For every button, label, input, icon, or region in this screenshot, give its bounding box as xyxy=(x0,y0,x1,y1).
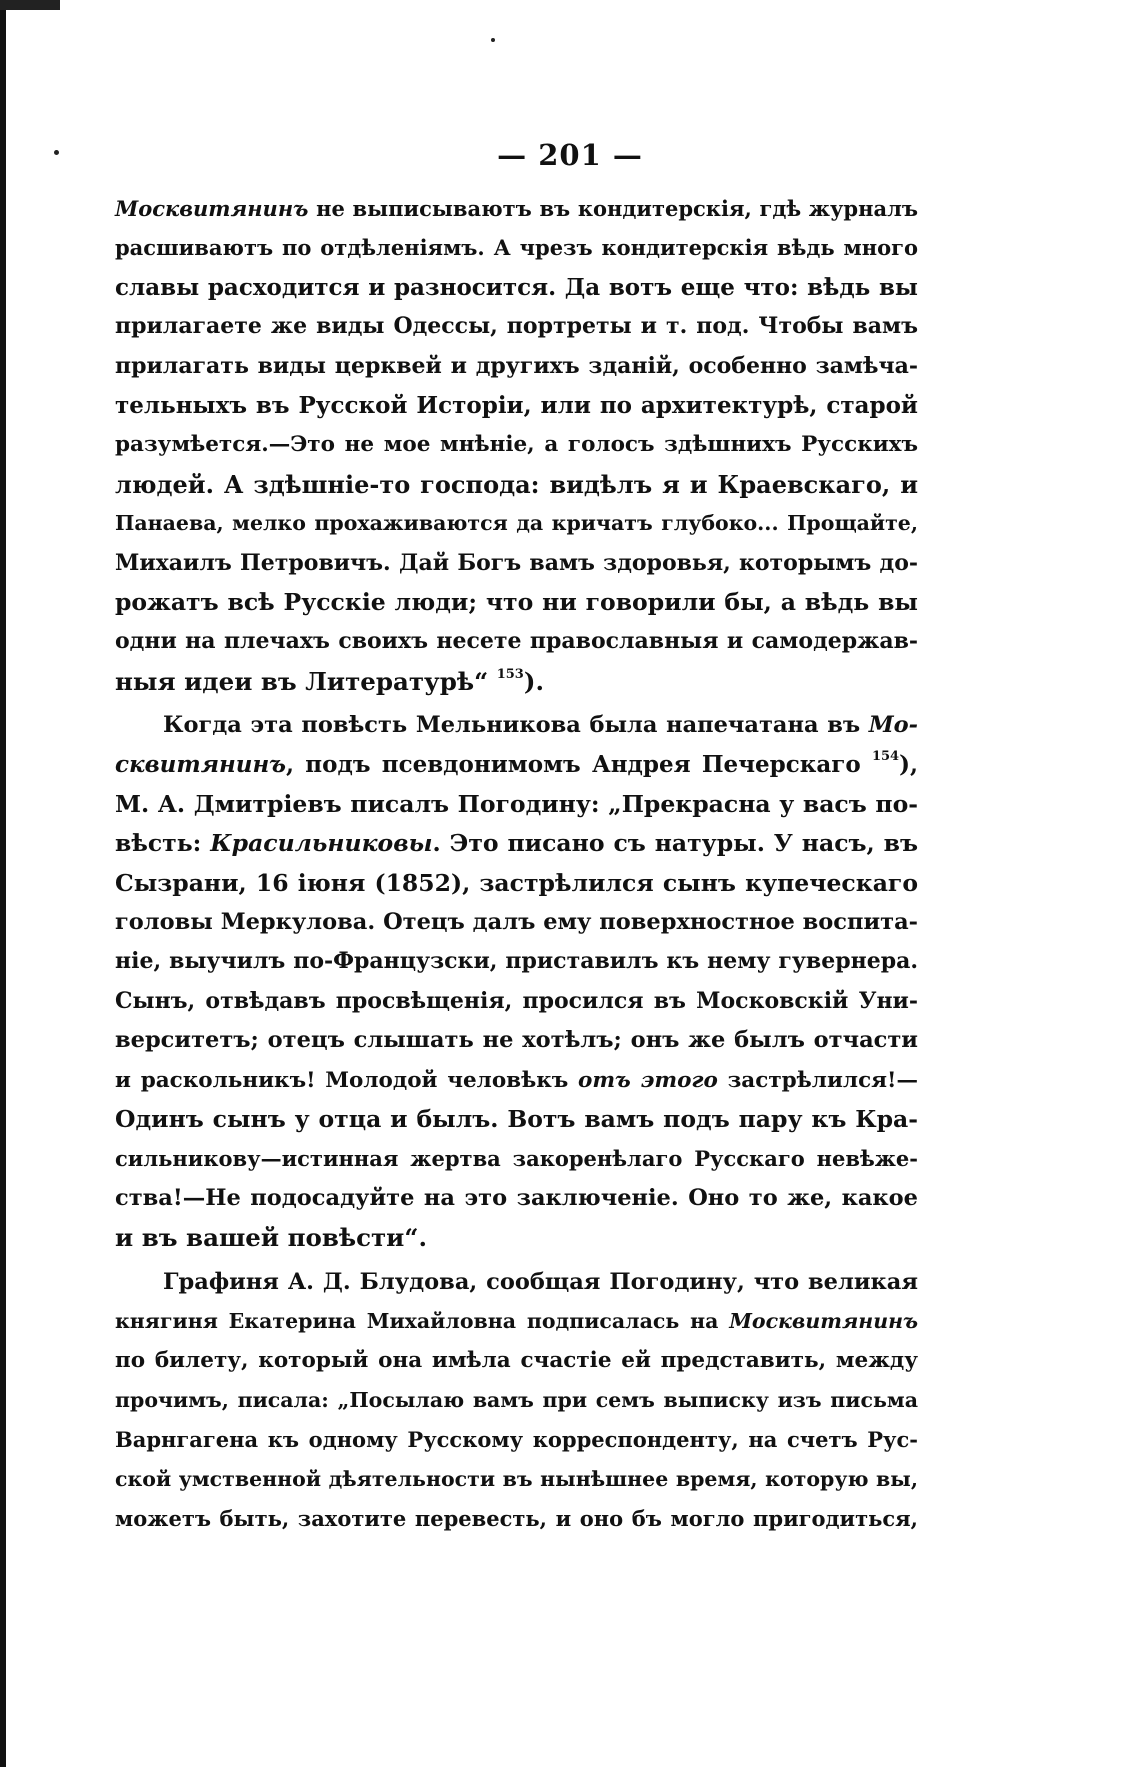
text-run: ). xyxy=(523,666,544,696)
text-line xyxy=(115,1302,918,1341)
paragraph xyxy=(115,706,918,1257)
text-run: Графиня А. Д. Блудова, сообщая Погодину, что великая xyxy=(163,1268,918,1295)
text-line xyxy=(115,1420,918,1459)
text-run: одни на плечахъ своихъ несете православныя и самодержав- xyxy=(115,628,918,655)
text-run: Варнгагена къ одному Русскому корреспонденту, на счетъ Рус- xyxy=(115,1427,918,1453)
text-line xyxy=(115,307,918,346)
text-line xyxy=(115,268,918,307)
text-line xyxy=(115,1061,918,1100)
text-line xyxy=(115,583,918,622)
paragraph xyxy=(115,1263,918,1539)
text-run: прилагать виды церквей и другихъ зданій, особенно замѣча- xyxy=(115,352,918,379)
text-run: Сызрани, 16 іюня (1852), застрѣлился сынъ купеческаго xyxy=(115,868,918,897)
text-line xyxy=(115,662,918,701)
text-run: расшиваютъ по отдѣленіямъ. А чрезъ кондитерскія вѣдь много xyxy=(115,235,918,261)
text-run: . Это писано съ натуры. У насъ, въ xyxy=(432,829,919,858)
text-line xyxy=(115,386,918,425)
text-line xyxy=(115,1100,918,1139)
text-run: славы расходится и разносится. Да вотъ еще что: вѣдь вы xyxy=(115,273,918,301)
text-run: разумѣется.—Это не мое мнѣніе, а голосъ здѣшнихъ Русскихъ xyxy=(115,432,918,458)
text-run: Михаилъ Петровичъ. Дай Богъ вамъ здоровья, которымъ до- xyxy=(115,549,918,576)
page-number: — 201 — xyxy=(497,138,643,172)
text-run: головы Меркулова. Отецъ далъ ему поверхностное воспита- xyxy=(115,909,918,936)
text-line xyxy=(115,465,918,504)
text-run: и въ вашей повѣсти“. xyxy=(115,1223,427,1253)
text-line xyxy=(115,1381,918,1420)
text-line xyxy=(115,1139,918,1178)
text-line xyxy=(115,425,918,464)
text-run: прочимъ, писала: „Посылаю вамъ при семъ выписку изъ письма xyxy=(115,1387,918,1412)
text-run: Панаева, мелко прохаживаются да кричатъ глубоко... Прощайте, xyxy=(115,511,918,536)
text-run: ніе, выучилъ по-Французски, приставилъ къ нему гувернера. xyxy=(115,948,918,975)
text-run: прилагаете же виды Одессы, портреты и т. под. Чтобы вамъ xyxy=(115,313,918,340)
scan-speck xyxy=(491,38,495,42)
text-line xyxy=(115,745,918,784)
text-line xyxy=(115,544,918,583)
text-line xyxy=(115,1341,918,1380)
text-line xyxy=(115,228,918,267)
text-line xyxy=(115,903,918,942)
text-run: Москвитянинъ xyxy=(115,196,309,221)
text-run: сильникову—истинная жертва закоренѣлаго Русскаго невѣже- xyxy=(115,1146,918,1172)
text-run: ), xyxy=(899,751,918,779)
text-run: Мо- xyxy=(868,712,918,739)
text-line xyxy=(115,942,918,981)
text-run: Когда эта повѣсть Мельникова была напечатана въ xyxy=(163,712,869,739)
text-run: сквитянинъ xyxy=(115,751,287,779)
footnote-ref: 153 xyxy=(496,666,524,682)
text-run: не выписываютъ въ кондитерскія, гдѣ журналъ xyxy=(308,196,918,221)
text-line xyxy=(115,1263,918,1302)
text-line xyxy=(115,347,918,386)
text-run: можетъ быть, захотите перевесть, и оно бъ могло пригодиться, xyxy=(115,1505,918,1531)
text-line xyxy=(115,864,918,903)
paragraph xyxy=(115,189,918,701)
text-run: княгиня Екатерина Михайловна подписалась на xyxy=(115,1308,730,1333)
text-line xyxy=(115,189,918,228)
body-text xyxy=(115,189,918,1538)
text-run: Одинъ сынъ у отца и былъ. Вотъ вамъ подъ пару къ Кра- xyxy=(115,1104,918,1133)
scan-left-edge xyxy=(0,0,6,1767)
text-run: Сынъ, отвѣдавъ просвѣщенія, просился въ Московскій Уни- xyxy=(115,987,918,1014)
text-run: М. А. Дмитріевъ писалъ Погодину: „Прекрасна у васъ по- xyxy=(115,789,918,818)
text-run: по билету, который она имѣла счастіе ей представить, между xyxy=(115,1348,918,1374)
text-line xyxy=(115,982,918,1021)
text-run: Красильниковы xyxy=(210,829,433,858)
text-line xyxy=(115,1460,918,1499)
text-line xyxy=(115,504,918,543)
text-line xyxy=(115,706,918,745)
text-run: ства!—Не подосадуйте на это заключеніе. Оно то же, какое xyxy=(115,1184,918,1211)
text-line xyxy=(115,1179,918,1218)
text-run: ской умственной дѣятельности въ нынѣшнее время, которую вы, xyxy=(115,1466,918,1491)
text-line xyxy=(115,1021,918,1060)
text-line xyxy=(115,622,918,661)
scan-top-corner xyxy=(0,0,60,10)
text-run: , подъ псевдонимомъ Андрея Печерскаго xyxy=(286,751,872,779)
text-run: Москвитянинъ xyxy=(729,1308,918,1333)
text-run: тельныхъ въ Русской Исторіи, или по архитектурѣ, старой xyxy=(115,391,918,419)
text-run: рожатъ всѣ Русскіе люди; что ни говорили бы, а вѣдь вы xyxy=(115,587,918,616)
text-run: отъ этого xyxy=(577,1067,718,1093)
text-line xyxy=(115,824,918,863)
text-run: застрѣлился!— xyxy=(717,1067,918,1093)
text-line xyxy=(115,1218,918,1257)
text-run: вѣсть: xyxy=(115,829,211,858)
text-run: и раскольникъ! Молодой человѣкъ xyxy=(115,1067,578,1093)
text-line xyxy=(115,785,918,824)
text-run: людей. А здѣшніе-то господа: видѣлъ я и Краевскаго, и xyxy=(115,469,918,499)
text-line xyxy=(115,1499,918,1538)
text-run: ныя идеи въ Литературѣ“ xyxy=(115,666,497,696)
text-run: верситетъ; отецъ слышать не хотѣлъ; онъ же былъ отчасти xyxy=(115,1027,918,1054)
footnote-ref: 154 xyxy=(871,749,900,765)
